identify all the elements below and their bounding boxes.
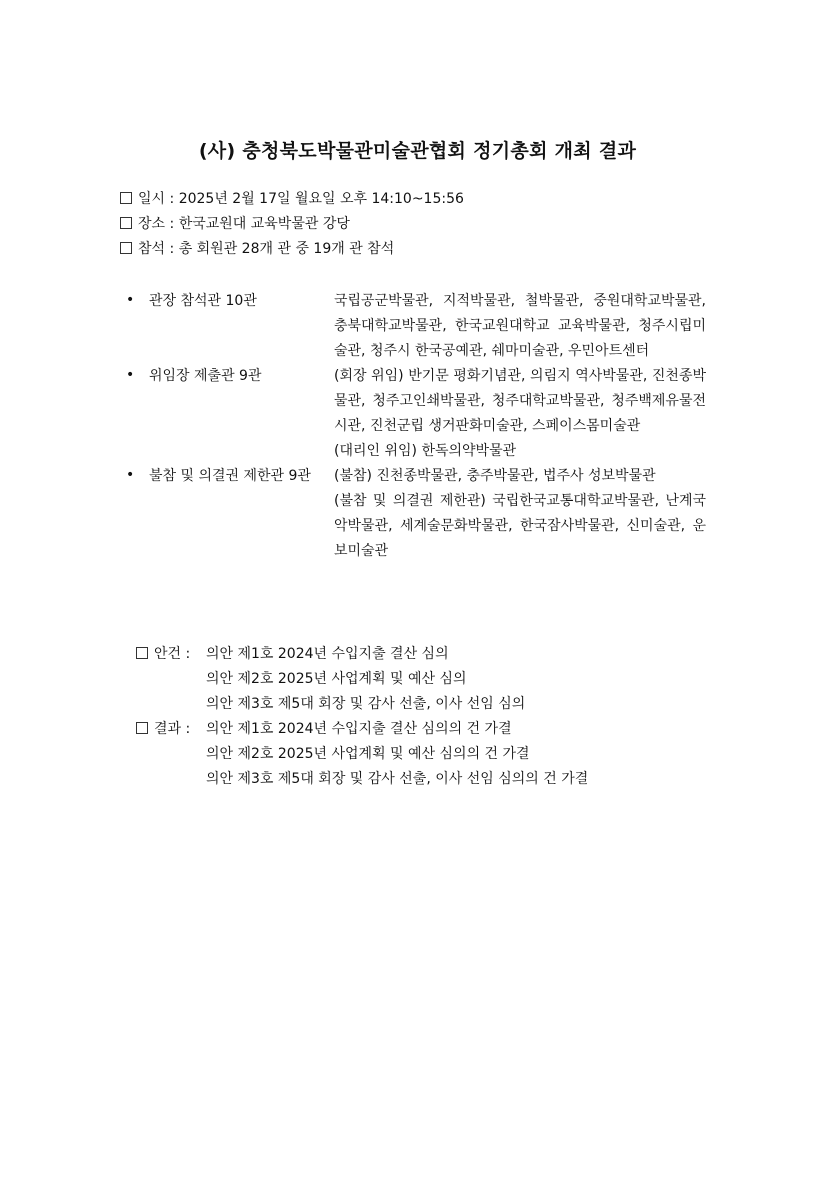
result-item: 의안 제3호 제5대 회장 및 감사 선출, 이사 선임 심의의 건 가결 — [206, 771, 589, 787]
agenda-item: 의안 제3호 제5대 회장 및 감사 선출, 이사 선임 심의 — [206, 696, 526, 712]
checkbox-square-icon — [136, 647, 148, 659]
attendance-group — [126, 289, 706, 364]
checkbox-square-icon — [120, 242, 132, 254]
attendance-list — [126, 289, 706, 564]
attendance-group — [126, 464, 706, 564]
results-label: 결과 — [154, 721, 182, 737]
group-label: 관장 참석관 10관 — [149, 293, 257, 309]
group-members: (회장 위임) 반기문 평화기념관, 의림지 역사박물관, 진천종박물관, 청주고인쇄박물관, 청주대학교박물관, 청주백제유물전시관, 진천군립 생거판화미술관, 스페이스몸미술관 — [334, 368, 706, 434]
meeting-info — [120, 187, 464, 262]
bullet-icon: • — [126, 292, 135, 308]
info-line-date: 일시 : 2025년 2월 17일 월요일 오후 14:10~15:56 — [120, 187, 464, 212]
result-item: 의안 제1호 2024년 수입지출 결산 심의의 건 가결 — [206, 721, 512, 737]
group-members: 국립공군박물관, 지적박물관, 철박물관, 중원대학교박물관, 충북대학교박물관, 한국교원대학교 교육박물관, 청주시립미술관, 청주시 한국공예관, 쉐마미술관, 우민아트센터 — [334, 293, 706, 359]
checkbox-square-icon — [120, 217, 132, 229]
info-line-place: 장소 : 한국교원대 교육박물관 강당 — [120, 212, 464, 237]
agenda-item: 의안 제1호 2024년 수입지출 결산 심의 — [206, 646, 449, 662]
document-title: (사) 충청북도박물관미술관협회 정기총회 개최 결과 — [198, 140, 637, 162]
bullet-icon: • — [126, 367, 135, 383]
info-label: 참석 — [138, 241, 166, 257]
attendance-group — [126, 364, 706, 464]
bullet-icon: • — [126, 467, 135, 483]
group-members: (불참) 진천종박물관, 충주박물관, 법주사 성보박물관 — [334, 468, 656, 484]
info-value: 2025년 2월 17일 월요일 오후 14:10~15:56 — [178, 191, 464, 207]
agenda-section: 안건 : 의안 제1호 2024년 수입지출 결산 심의 의안 제2호 2025년 사업계획 및 예산 심의 의안 제3호 제5대 회장 및 감사 선출, 이사 선임 심의 결과 : 의안 제1호 2024년 수입지출 결산 심의의 건 가결 의안 제2호 2025년 사업계획 및 예산 심의의 건 가결 의안 제3호 제5대 회장 및 감사 선출, 이사 선임 심의의 건 가결 — [136, 642, 588, 792]
info-value: 한국교원대 교육박물관 강당 — [178, 216, 350, 232]
info-label: 일시 — [138, 191, 166, 207]
result-item: 의안 제2호 2025년 사업계획 및 예산 심의의 건 가결 — [206, 746, 530, 762]
info-value: 총 회원관 28개 관 중 19개 관 참석 — [178, 241, 395, 257]
info-label: 장소 — [138, 216, 166, 232]
agenda-item: 의안 제2호 2025년 사업계획 및 예산 심의 — [206, 671, 467, 687]
agenda-label: 안건 — [154, 646, 182, 662]
group-members: (대리인 위임) 한독의약박물관 — [334, 443, 517, 459]
checkbox-square-icon — [136, 722, 148, 734]
checkbox-square-icon — [120, 192, 132, 204]
group-members: (불참 및 의결권 제한관) 국립한국교통대학교박물관, 난계국악박물관, 세계술문화박물관, 한국잠사박물관, 신미술관, 운보미술관 — [334, 493, 706, 559]
group-label: 불참 및 의결권 제한관 9관 — [149, 468, 311, 484]
group-label: 위임장 제출관 9관 — [149, 368, 262, 384]
info-line-attendance: 참석 : 총 회원관 28개 관 중 19개 관 참석 — [120, 237, 464, 262]
